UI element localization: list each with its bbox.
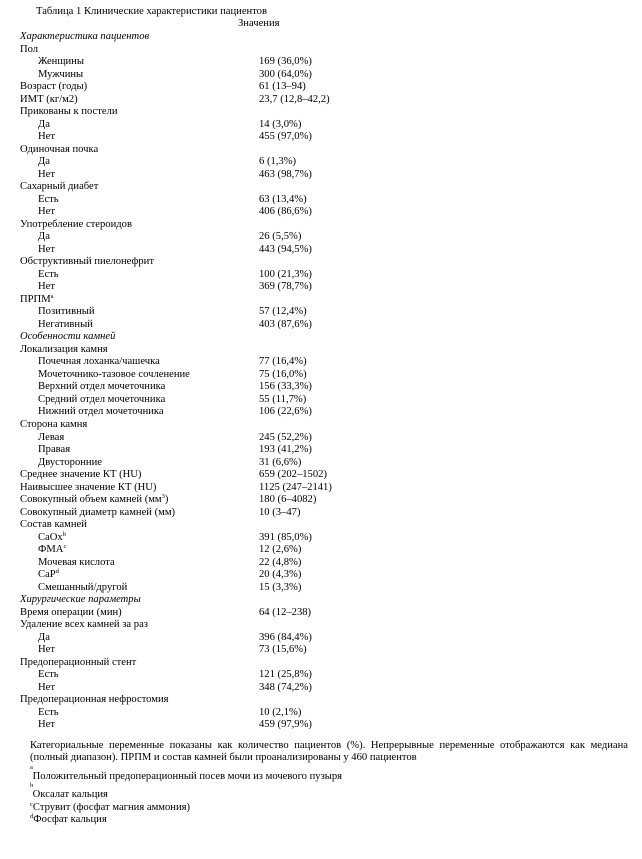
- row-label-text: ФМА: [38, 544, 64, 556]
- row-label: [38, 119, 50, 132]
- table-row: [0, 81, 642, 94]
- row-value: 15 (3,3%): [259, 581, 302, 593]
- row-label: [38, 644, 55, 657]
- table-subrow: [0, 682, 642, 695]
- row-label-text: Женщины: [38, 56, 84, 68]
- row-label-text: Левая: [38, 431, 65, 443]
- row-label: [20, 181, 98, 194]
- table-subrow: [0, 544, 642, 557]
- table-subrow: [0, 632, 642, 645]
- row-value: 22 (4,8%): [259, 556, 302, 568]
- row-label: [38, 356, 160, 369]
- footnote-general: Категориальные переменные показаны как количество пациентов (%). Непрерывные переменные отображаются как медиана (полный диапазон). ПРПМ и состав камней были проанализированы у 460 пациентов: [30, 740, 628, 764]
- row-value: 455 (97,0%): [259, 131, 312, 143]
- row-label: [38, 707, 59, 720]
- row-value: 659 (202–1502): [259, 469, 327, 481]
- row-label-text: Мочеточнико-тазовое сочленение: [38, 368, 190, 380]
- row-label: [20, 469, 141, 482]
- row-label: [38, 56, 84, 69]
- row-label: [20, 294, 54, 307]
- table-subrow: [0, 281, 642, 294]
- table-subrow: [0, 369, 642, 382]
- table-subrow: [0, 394, 642, 407]
- table-row: [0, 494, 642, 507]
- row-value: 459 (97,9%): [259, 719, 312, 731]
- footnote-b: [30, 789, 628, 801]
- row-label-text: Мужчины: [38, 68, 84, 80]
- row-label: [20, 144, 98, 157]
- row-label: [20, 219, 132, 232]
- row-value: 443 (94,5%): [259, 243, 312, 255]
- row-value: 169 (36,0%): [259, 56, 312, 68]
- row-value: 6 (1,3%): [259, 156, 297, 168]
- row-label-text: Да: [38, 156, 50, 168]
- row-label: [20, 494, 168, 507]
- row-label-text: Время операции (мин): [20, 606, 122, 618]
- row-label-text: Нет: [38, 644, 55, 656]
- footnote-c: [30, 802, 628, 814]
- row-label: [38, 319, 93, 332]
- row-label: [38, 194, 59, 207]
- row-label-text: Нет: [38, 681, 55, 693]
- row-value: 75 (16,0%): [259, 368, 307, 380]
- row-label-text: Нижний отдел мочеточника: [38, 406, 164, 418]
- row-label: [20, 106, 118, 119]
- footnote-d-mark: d: [30, 813, 34, 821]
- row-label-text: Употребление стероидов: [20, 218, 132, 230]
- row-label-text: ПРПМ: [20, 293, 51, 305]
- footnote-a-mark: a: [30, 763, 33, 771]
- table-subrow: [0, 532, 642, 545]
- table-subrow: [0, 131, 642, 144]
- row-label: [38, 682, 55, 695]
- row-label: [38, 444, 70, 457]
- row-value: 396 (84,4%): [259, 631, 312, 643]
- footnote-marker: c: [63, 543, 67, 551]
- row-label-text: Да: [38, 231, 50, 243]
- table-subrow: [0, 557, 642, 570]
- row-label-text: Нет: [38, 243, 55, 255]
- table-row: [0, 219, 642, 232]
- row-label: [38, 381, 165, 394]
- row-label: [38, 169, 55, 182]
- row-value: 23,7 (12,8–42,2): [259, 93, 330, 105]
- row-label-text: CaP: [38, 569, 56, 581]
- table-row: [0, 694, 642, 707]
- row-label: [20, 419, 87, 432]
- table-subrow: [0, 231, 642, 244]
- table-row: [0, 419, 642, 432]
- row-value: 121 (25,8%): [259, 669, 312, 681]
- table-subrow: [0, 306, 642, 319]
- row-value: 61 (13–94): [259, 81, 306, 93]
- footnote-c-text: Струвит (фосфат магния аммония): [32, 801, 191, 813]
- row-label: [38, 532, 66, 545]
- row-label: [20, 694, 169, 707]
- footnotes: [30, 740, 628, 826]
- row-value: 106 (22,6%): [259, 406, 312, 418]
- row-label-text: Особенности камней: [20, 331, 116, 343]
- row-label-text: Есть: [38, 268, 59, 280]
- footnote-d: [30, 814, 628, 826]
- row-label: [38, 569, 59, 582]
- row-label-text: Есть: [38, 193, 59, 205]
- table-subrow: [0, 707, 642, 720]
- row-label: [20, 519, 87, 532]
- row-label: [38, 306, 95, 319]
- row-value: 300 (64,0%): [259, 68, 312, 80]
- row-value: 156 (33,3%): [259, 381, 312, 393]
- row-label: [20, 607, 122, 620]
- row-label-text: Предоперационный стент: [20, 656, 137, 668]
- row-label-text: ИМТ (кг/м2): [20, 93, 78, 105]
- row-label: [38, 544, 66, 557]
- row-label-text: Возраст (годы): [20, 81, 88, 93]
- row-label-text: Характеристика пациентов: [20, 31, 150, 42]
- row-value: 73 (15,6%): [259, 644, 307, 656]
- row-value: 406 (86,6%): [259, 206, 312, 218]
- row-label-text: Негативный: [38, 318, 93, 330]
- table-row: [0, 619, 642, 632]
- row-value: 403 (87,6%): [259, 318, 312, 330]
- row-value: 12 (2,6%): [259, 544, 302, 556]
- row-label: [20, 44, 38, 57]
- footnote-marker: 3: [161, 493, 165, 501]
- row-label: [38, 719, 55, 732]
- table-section-row: [0, 31, 642, 44]
- table-row: [0, 344, 642, 357]
- row-label-text: Есть: [38, 706, 59, 718]
- row-label: [38, 669, 59, 682]
- table-row: [0, 44, 642, 57]
- row-label: [38, 432, 64, 445]
- footnote-marker: d: [55, 568, 59, 576]
- row-label-text: Состав камней: [20, 519, 87, 531]
- table-title: Таблица 1 Клинические характеристики пациентов: [36, 6, 267, 17]
- row-value: 64 (12–238): [259, 606, 312, 618]
- row-label: [38, 369, 190, 382]
- row-value: 193 (41,2%): [259, 444, 312, 456]
- table-subrow: [0, 269, 642, 282]
- row-value: 180 (6–4082): [259, 494, 317, 506]
- table-subrow: [0, 669, 642, 682]
- table-subrow: [0, 644, 642, 657]
- table-subrow: [0, 356, 642, 369]
- row-label: [20, 256, 154, 269]
- row-label-text: Среднее значение КТ (HU): [20, 469, 142, 481]
- row-label-text: Локализация камня: [20, 343, 108, 355]
- row-value: 20 (4,3%): [259, 569, 302, 581]
- row-label-text: Предоперационная нефростомия: [20, 694, 169, 706]
- table-subrow: [0, 169, 642, 182]
- row-value: 369 (78,7%): [259, 281, 312, 293]
- row-value: 63 (13,4%): [259, 193, 307, 205]
- table-subrow: [0, 244, 642, 257]
- row-value: 55 (11,7%): [259, 393, 307, 405]
- row-label: [38, 457, 102, 470]
- row-label-text: Смешанный/другой: [38, 581, 128, 593]
- row-label: [38, 557, 115, 570]
- table-subrow: [0, 406, 642, 419]
- row-label-text: Позитивный: [38, 306, 95, 318]
- row-label: [38, 394, 165, 407]
- row-label-text: Нет: [38, 131, 55, 143]
- row-label-text: Правая: [38, 444, 71, 456]
- row-label: [38, 406, 164, 419]
- row-label-text: Удаление всех камней за раз: [20, 619, 148, 631]
- row-label: [20, 81, 87, 94]
- row-label: [20, 94, 78, 107]
- row-label-text: Двусторонние: [38, 456, 102, 468]
- row-label: [20, 482, 156, 495]
- row-label: [20, 594, 141, 607]
- table-row: [0, 469, 642, 482]
- table-row: [0, 106, 642, 119]
- row-label-text: Нет: [38, 281, 55, 293]
- row-label-text: Мочевая кислота: [38, 556, 115, 568]
- row-label: [38, 269, 59, 282]
- footnote-b-mark: b: [30, 782, 34, 790]
- footnote-c-mark: c: [30, 800, 33, 808]
- row-label-text: Есть: [38, 669, 59, 681]
- row-label-text: Верхний отдел мочеточника: [38, 381, 166, 393]
- row-label: [38, 69, 83, 82]
- table-row: [0, 294, 642, 307]
- row-label-text: Совокупный объем камней (мм: [20, 494, 162, 506]
- footnote-b-text: Оксалат кальция: [32, 789, 108, 801]
- row-label-text: Да: [38, 118, 50, 130]
- table-section-row: [0, 594, 642, 607]
- row-label-text: Обструктивный пиелонефрит: [20, 256, 154, 268]
- table-section-row: [0, 331, 642, 344]
- row-label: [20, 344, 108, 357]
- footnote-marker: a: [50, 292, 54, 300]
- row-label-suffix: ): [164, 494, 169, 506]
- row-label-text: Нет: [38, 168, 55, 180]
- table-subrow: [0, 582, 642, 595]
- row-value: 14 (3,0%): [259, 118, 302, 130]
- row-label-text: Хирургические параметры: [20, 594, 141, 606]
- row-value: 391 (85,0%): [259, 531, 312, 543]
- table-subrow: [0, 381, 642, 394]
- table-subrow: [0, 56, 642, 69]
- row-label-text: Совокупный диаметр камней (мм): [20, 506, 176, 518]
- row-value: 31 (6,6%): [259, 456, 302, 468]
- row-value: 348 (74,2%): [259, 681, 312, 693]
- row-label-text: CaOx: [38, 531, 63, 543]
- table-subrow: [0, 206, 642, 219]
- row-label: [38, 632, 50, 645]
- table-subrow: [0, 156, 642, 169]
- row-label-text: Да: [38, 631, 50, 643]
- row-label-text: Нет: [38, 206, 55, 218]
- row-label: [38, 582, 127, 595]
- row-label-text: Прикованы к постели: [20, 106, 118, 118]
- table-subrow: [0, 432, 642, 445]
- row-value: 463 (98,7%): [259, 168, 312, 180]
- row-label-text: Нет: [38, 719, 55, 731]
- row-label: [20, 619, 148, 632]
- table-subrow: [0, 319, 642, 332]
- row-label: [20, 331, 115, 344]
- row-label-text: Почечная лоханка/чашечка: [38, 356, 160, 368]
- row-value: 10 (2,1%): [259, 706, 302, 718]
- row-value: 57 (12,4%): [259, 306, 307, 318]
- footnote-marker: b: [62, 530, 66, 538]
- row-value: 245 (52,2%): [259, 431, 312, 443]
- footnote-a-text: Положительный предоперационный посев мочи из мочевого пузыря: [32, 770, 343, 782]
- row-label: [38, 244, 55, 257]
- row-label-text: Пол: [20, 43, 39, 55]
- row-value: 100 (21,3%): [259, 268, 312, 280]
- table-row: [0, 657, 642, 670]
- row-label: [38, 156, 50, 169]
- row-label: [38, 206, 55, 219]
- table-row: [0, 256, 642, 269]
- table-row: [0, 181, 642, 194]
- row-label: [20, 507, 175, 520]
- table-row: [0, 607, 642, 620]
- table-subrow: [0, 119, 642, 132]
- row-label-text: Средний отдел мочеточника: [38, 393, 166, 405]
- row-label: [20, 657, 136, 670]
- table-row: [0, 482, 642, 495]
- row-label: [38, 231, 50, 244]
- value-column-header: Значения: [238, 18, 280, 29]
- table-subrow: [0, 457, 642, 470]
- row-label: [38, 131, 55, 144]
- table-row: [0, 94, 642, 107]
- table-row: [0, 507, 642, 520]
- row-label: [20, 31, 149, 44]
- footnote-a: [30, 771, 628, 783]
- row-label-text: Наивысшее значение КТ (HU): [20, 481, 157, 493]
- row-value: 10 (3–47): [259, 506, 301, 518]
- footnote-d-text: Фосфат кальция: [33, 814, 107, 826]
- row-value: 77 (16,4%): [259, 356, 307, 368]
- characteristics-table: [0, 31, 642, 732]
- row-label-text: Сахарный диабет: [20, 181, 99, 193]
- table-subrow: [0, 719, 642, 732]
- table-subrow: [0, 444, 642, 457]
- table-row: [0, 519, 642, 532]
- row-label-text: Одиночная почка: [20, 143, 99, 155]
- table-row: [0, 144, 642, 157]
- table-subrow: [0, 69, 642, 82]
- table-subrow: [0, 194, 642, 207]
- table-subrow: [0, 569, 642, 582]
- row-value: 26 (5,5%): [259, 231, 302, 243]
- row-value: 1125 (247–2141): [259, 481, 332, 493]
- row-label-text: Сторона камня: [20, 418, 88, 430]
